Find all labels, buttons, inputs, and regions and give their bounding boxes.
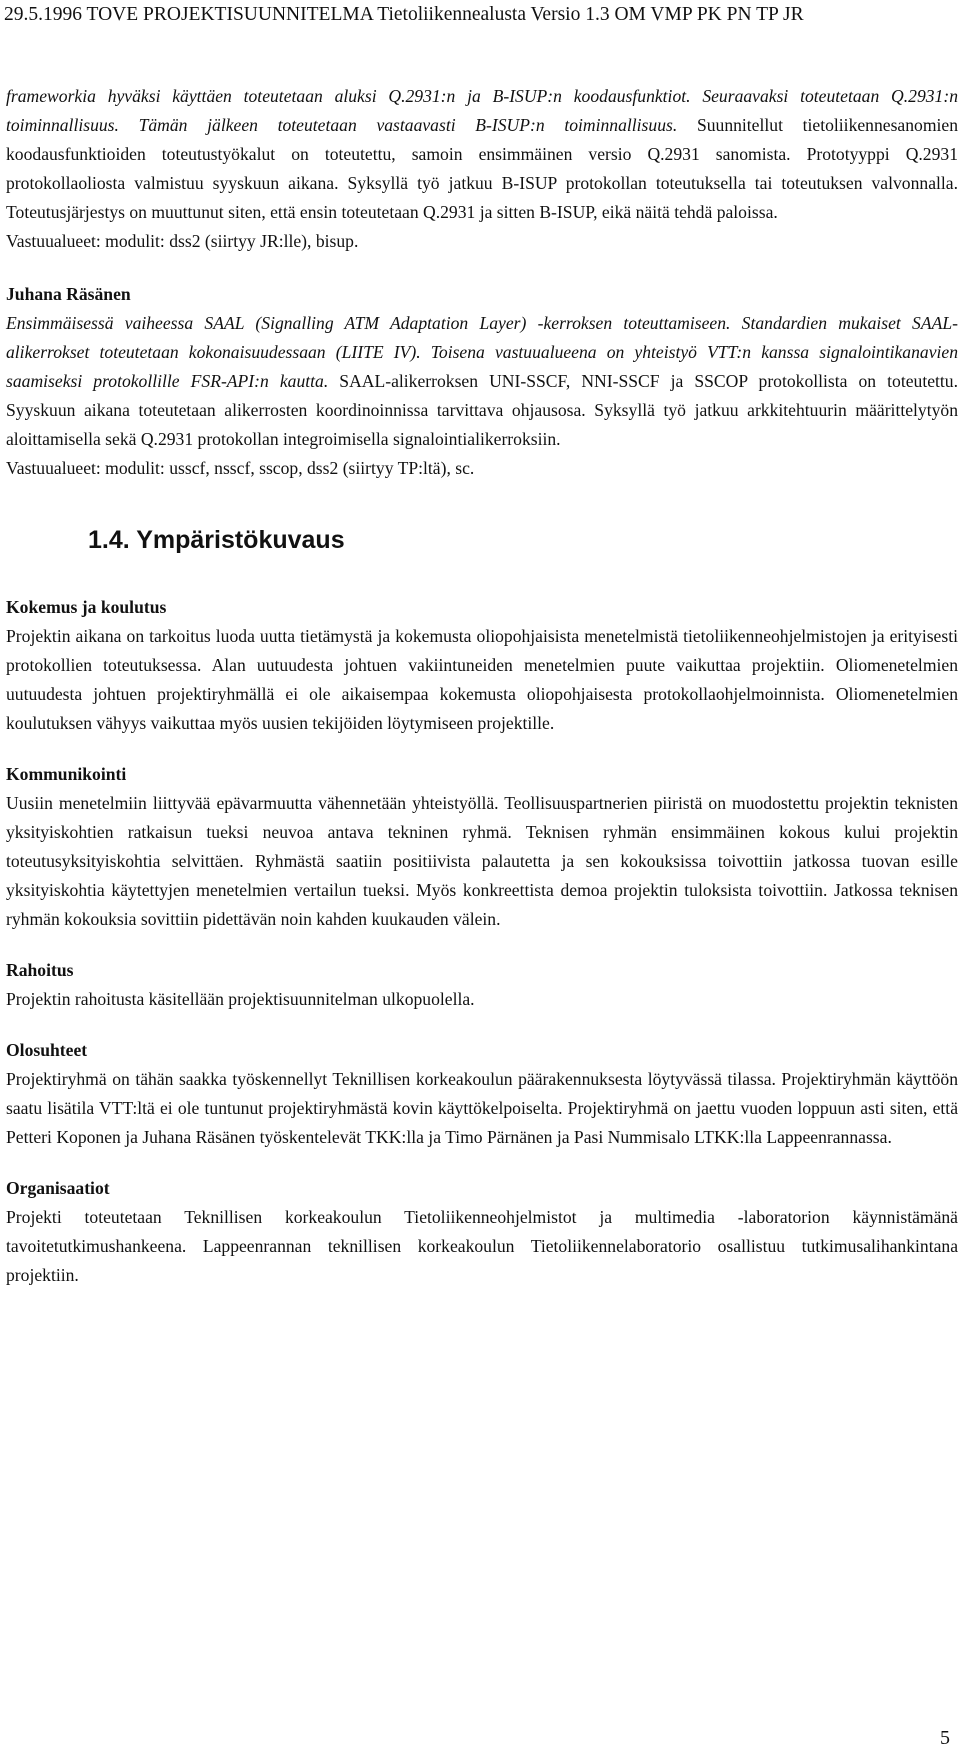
- paragraph-organisaatiot: Projekti toteutetaan Teknillisen korkeakoulun Tietoliikenneohjelmistot ja multimedia -laboratorion käynnistämänä tavoitetutkimushankeena. Lappeenrannan teknillisen korkeakoulun Tietoliikennelaboratorio osallistuu tutkimusalihankintana projektiin.: [6, 1207, 958, 1285]
- paragraph-kommunikointi: Uusiin menetelmiin liittyvää epävarmuutta vähennetään yhteistyöllä. Teollisuuspartnerien piiristä on muodostettu projektin teknisten yksityiskohtien ratkaisun tueksi neuvoa antava tekninen ryhmä. Teknisen ryhmän ensimmäinen kokous kului projektin toteutusyksityiskohtia selvittäen. Ryhmästä saatiin positiivista palautetta ja sen kokouksissa toivottiin jatkossa tuovan esille yksityiskohtia käytettyjen menetelmien vertailun tueksi. Myös konkreettista demoa projektin tuloksista toivottiin. Jatkossa teknisen ryhmän kokouksia sovittiin pidettävän noin kahden kuukauden välein.: [6, 793, 958, 929]
- responsibility-line: Vastuualueet: modulit: usscf, nsscf, sscop, dss2 (siirtyy TP:ltä), sc.: [6, 458, 475, 478]
- normal-text: SAAL-alikerroksen UNI-SSCF, NNI-SSCF ja SSCOP protokollista on toteutettu. Syyskuun aikana toteutetaan alikerrosten koordinoinnissa tarvittava ohjausosa. Syksyllä työ jatkuu arkkitehtuurin määrittelytyön aloittamisella sekä Q.2931 protokollan integroimisella signalointialikerroksiin.: [6, 371, 958, 449]
- document-body: [6, 82, 958, 1290]
- subheading-kokemus: Kokemus ja koulutus: [6, 597, 167, 617]
- normal-text: Suunnitellut tietoliikennesanomien koodausfunktioiden toteutustyökalut on toteutettu, samoin ensimmäinen versio Q.2931 sanomista. Prototyyppi Q.2931 protokollaoliosta valmistuu syyskuun aikana. Syksyllä työ jatkuu B-ISUP protokollan toteutuksella tai toteutuksen valvonnalla. Toteutusjärjestys on muuttunut siten, että ensin toteutetaan Q.2931 ja sitten B-ISUP, eikä näitä tehdä paloissa.: [6, 115, 959, 222]
- responsibility-line: Vastuualueet: modulit: dss2 (siirtyy JR:lle), bisup.: [6, 231, 359, 251]
- person-heading-juhana: Juhana Räsänen: [6, 284, 131, 304]
- paragraph-olosuhteet: Projektiryhmä on tähän saakka työskennellyt Teknillisen korkeakoulun päärakennuksesta löytyvässä tilassa. Projektiryhmän käyttöön saatu lisätila VTT:ltä ei ole tuntunut projektiryhmästä kovin käyttökelpoiselta. Projektiryhmä on jaettu vuoden loppuun asti siten, että Petteri Koponen ja Juhana Räsänen työskentelevät TKK:lla ja Timo Pärnänen ja Pasi Nummisalo LTKK:lla Lappeenrannassa.: [6, 1069, 958, 1147]
- subheading-olosuhteet: Olosuhteet: [6, 1040, 88, 1060]
- paragraph-rahoitus: Projektin rahoitusta käsitellään projektisuunnitelman ulkopuolella.: [6, 989, 475, 1009]
- paragraph-kokemus: Projektin aikana on tarkoitus luoda uutta tietämystä ja kokemusta oliopohjaisista menetelmistä tietoliikenneohjelmistojen ja erityisesti protokollien toteutuksessa. Alan uutuudesta johtuen vakiintuneiden menetelmien puute vaikuttaa projektiin. Oliomenetelmien uutuudesta johtuen projektiryhmällä ei ole aikaisempaa kokemusta oliopohjaisesta protokollaohjelmoinnista. Oliomenetelmien koulutuksen vähyys vaikuttaa myös uusien tekijöiden löytymiseen projektille.: [6, 626, 958, 733]
- italic-text: Ensimmäisessä vaiheessa SAAL (Signalling ATM Adaptation Layer) -kerroksen toteuttamiseen. Standardien mukaiset SAAL-alikerrokset toteutetaan kokonaisuudessaan (LIITE IV). Toisena vastuualueena on yhteistyö VTT:n kanssa signalointikanavien saamiseksi protokollille FSR-API:n kautta.: [6, 313, 958, 391]
- subheading-organisaatiot: Organisaatiot: [6, 1178, 110, 1198]
- subheading-kommunikointi: Kommunikointi: [6, 764, 127, 784]
- section-heading: 1.4. Ympäristökuvaus: [88, 526, 345, 554]
- paragraph-juhana: [6, 309, 958, 454]
- paragraph-implementation-plan: [6, 82, 958, 227]
- page-number: 5: [940, 1727, 950, 1749]
- document-header: 29.5.1996 TOVE PROJEKTISUUNNITELMA Tietoliikennealusta Versio 1.3 OM VMP PK PN TP JR: [4, 4, 804, 25]
- subheading-rahoitus: Rahoitus: [6, 960, 74, 980]
- italic-text: frameworkia hyväksi käyttäen toteutetaan aluksi Q.2931:n ja B-ISUP:n koodausfunktiot. Seuraavaksi toteutetaan Q.2931:n toiminnallisuus. Tämän jälkeen toteutetaan vastaavasti B-ISUP:n toiminnallisuus.: [6, 86, 958, 135]
